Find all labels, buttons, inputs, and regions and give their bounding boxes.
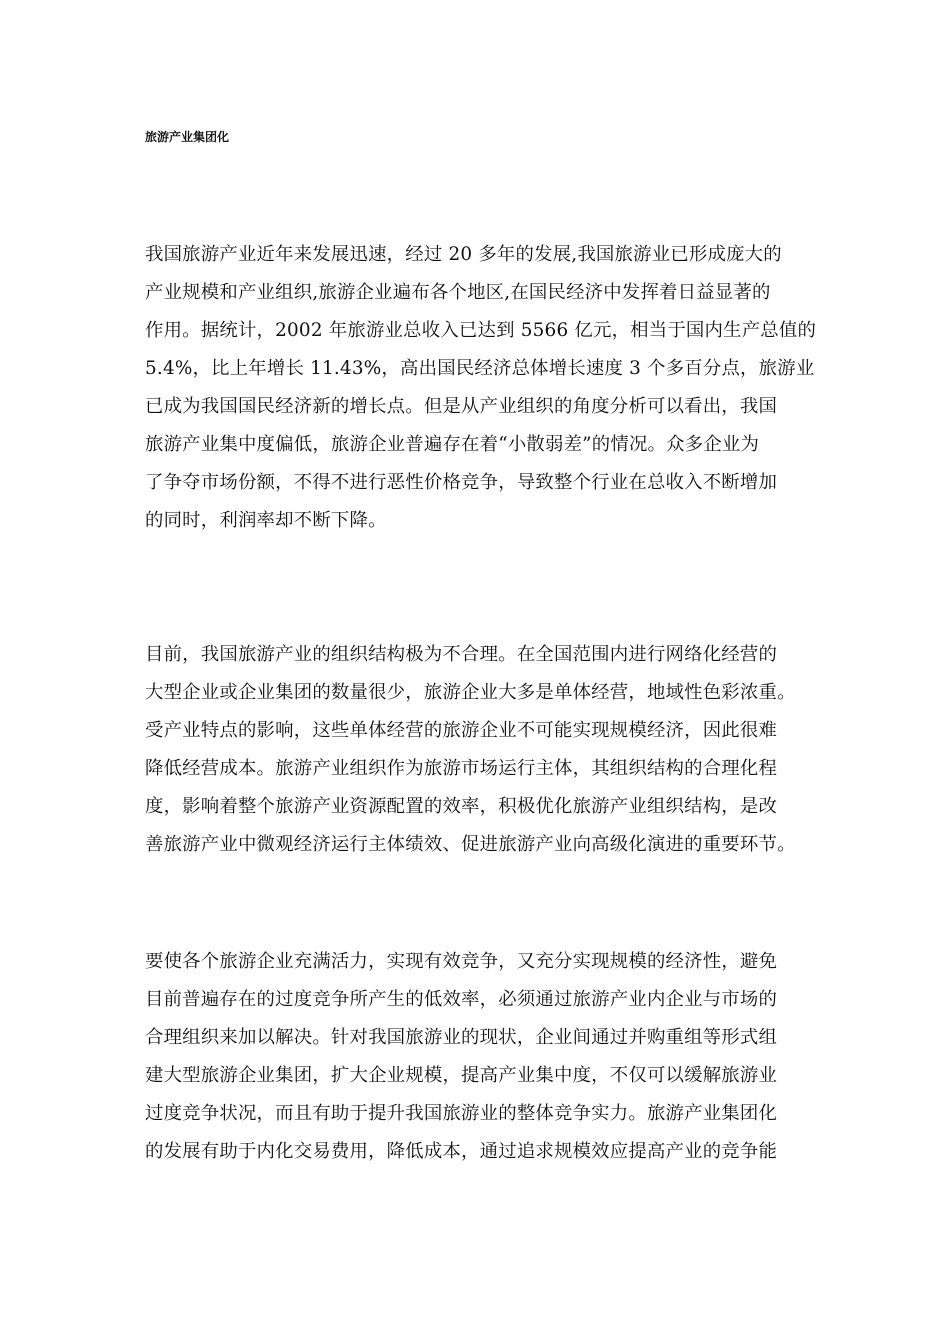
paragraph-line: 作用。据统计，2002 年旅游业总收入已达到 5566 亿元，相当于国内生产总值的 [145,320,817,341]
paragraph-line: 已成为我国国民经济新的增长点。但是从产业组织的角度分析可以看出，我国 [145,396,778,417]
paragraph-line: 目前，我国旅游产业的组织结构极为不合理。在全国范围内进行网络化经营的 [145,644,778,665]
paragraph-2 [145,636,817,864]
paragraph-line: 度，影响着整个旅游产业资源配置的效率，积极优化旅游产业组织结构，是改 [145,796,778,817]
paragraph-line: 建大型旅游企业集团，扩大企业规模，提高产业集中度，不仅可以缓解旅游业 [145,1065,778,1086]
paragraph-line: 过度竞争状况，而且有助于提升我国旅游业的整体竞争实力。旅游产业集团化 [145,1103,778,1124]
paragraph-line: 受产业特点的影响，这些单体经营的旅游企业不可能实现规模经济，因此很难 [145,720,778,741]
paragraph-line: 降低经营成本。旅游产业组织作为旅游市场运行主体，其组织结构的合理化程 [145,758,778,779]
paragraph-line: 要使各个旅游企业充满活力，实现有效竞争，又充分实现规模的经济性，避免 [145,951,778,972]
paragraph-line: 产业规模和产业组织,旅游企业遍布各个地区,在国民经济中发挥着日益显著的 [145,282,771,303]
paragraph-line: 的发展有助于内化交易费用，降低成本，通过追求规模效应提高产业的竞争能 [145,1141,778,1162]
paragraph-line: 的同时，利润率却不断下降。 [145,510,387,531]
paragraph-line: 了争夺市场份额，不得不进行恶性价格竞争，导致整个行业在总收入不断增加 [145,472,778,493]
paragraph-line: 大型企业或企业集团的数量很少，旅游企业大多是单体经营，地域性色彩浓重。 [145,682,796,703]
paragraph-line: 我国旅游产业近年来发展迅速，经过 20 多年的发展,我国旅游业已形成庞大的 [145,244,782,265]
paragraph-line: 目前普遍存在的过度竞争所产生的低效率，必须通过旅游产业内企业与市场的 [145,989,778,1010]
document-title: 旅游产业集团化 [145,130,230,144]
paragraph-line: 5.4%，比上年增长 11.43%，高出国民经济总体增长速度 3 个多百分点，旅游业 [145,358,815,379]
paragraph-line: 旅游产业集中度偏低，旅游企业普遍存在着“小散弱差”的情况。众多企业为 [145,434,760,455]
paragraph-1 [145,236,817,540]
paragraph-line: 善旅游产业中微观经济运行主体绩效、促进旅游产业向高级化演进的重要环节。 [145,834,796,855]
paragraph-line: 合理组织来加以解决。针对我国旅游业的现状，企业间通过并购重组等形式组 [145,1027,778,1048]
paragraph-3 [145,943,817,1171]
